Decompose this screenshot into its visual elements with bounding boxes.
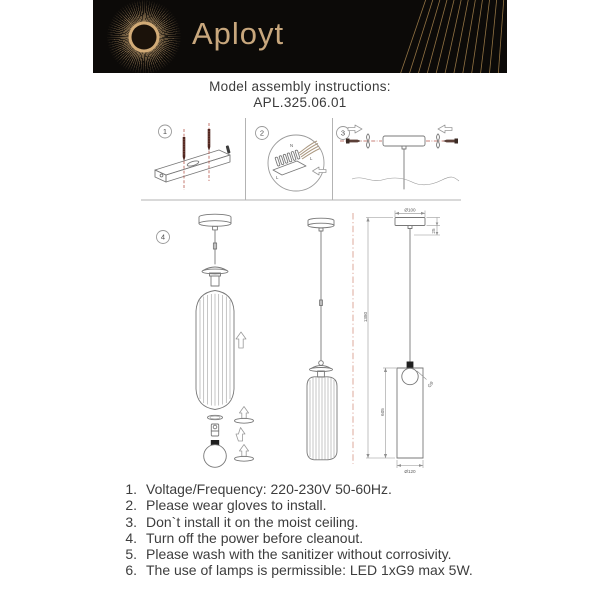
item-number: 4. xyxy=(125,529,137,546)
item-number: 6. xyxy=(125,562,137,579)
item-number: 5. xyxy=(125,546,137,563)
exploded-view xyxy=(196,214,254,467)
step-number: 2 xyxy=(259,128,265,138)
assembly-steps-strip xyxy=(140,117,462,201)
push-arrow-icon xyxy=(348,125,362,133)
mounting-bracket xyxy=(155,145,231,182)
item-text: The use of lamps is permissible: LED 1xG9 max 5W. xyxy=(146,562,473,579)
brand-banner xyxy=(93,0,507,73)
item-text: Turn off the power before cleanout. xyxy=(146,529,364,546)
step2-diagram xyxy=(256,127,327,192)
item-text: Voltage/Frequency: 220-230V 50-60Hz. xyxy=(146,481,392,497)
step-number: 1 xyxy=(162,127,168,137)
wire-label-neutral: N xyxy=(290,143,294,148)
list-item xyxy=(119,497,549,513)
step-number: 4 xyxy=(160,232,166,242)
ribbed-glass-shade xyxy=(196,291,234,410)
canopy-stem xyxy=(213,226,218,230)
wire-label-live: L xyxy=(276,175,279,180)
sheet-title: Model assembly instructions: xyxy=(209,79,391,94)
ceiling-canopy xyxy=(199,214,231,223)
lamp-socket xyxy=(211,276,219,286)
item-number: 2. xyxy=(125,497,137,514)
side-screw xyxy=(340,134,382,148)
step1-diagram xyxy=(155,123,231,190)
ceiling-cut-line xyxy=(352,177,459,185)
sunburst-core xyxy=(132,25,157,50)
twist-up-fitting xyxy=(235,445,254,462)
dim-canopy-height: 25 xyxy=(431,228,436,234)
headline-block xyxy=(0,79,600,111)
dim-overall-height: 1380 xyxy=(362,311,368,323)
glass-sphere xyxy=(402,368,418,384)
screw xyxy=(183,129,186,190)
list-item xyxy=(119,481,549,497)
dim-lamp-socket: G9 xyxy=(426,380,435,389)
item-number: 3. xyxy=(125,513,137,530)
up-arrow-icon xyxy=(236,428,245,442)
insert-arrow-icon xyxy=(313,167,327,175)
dim-shade-diameter: Ø120 xyxy=(404,469,416,475)
assembled-view xyxy=(307,218,337,460)
rays-decoration-icon xyxy=(381,0,507,73)
instruction-list xyxy=(119,481,549,579)
list-item xyxy=(119,546,549,562)
dim-shade-height: 605 xyxy=(380,408,386,416)
step-number: 3 xyxy=(340,128,346,138)
push-arrow-icon xyxy=(438,125,452,133)
step3-diagram xyxy=(337,125,460,189)
item-number: 1. xyxy=(125,481,137,497)
screw xyxy=(208,123,211,181)
ceiling-canopy xyxy=(395,218,425,226)
model-number: APL.325.06.01 xyxy=(253,95,347,110)
rod-joint xyxy=(319,361,324,366)
item-text: Please wear gloves to install. xyxy=(146,497,327,514)
ceiling-canopy xyxy=(383,136,425,146)
up-arrow-icon xyxy=(236,332,246,348)
list-item xyxy=(119,514,549,530)
ceiling-canopy xyxy=(308,218,334,225)
brand-name: Aployt xyxy=(192,16,285,51)
g9-bulb-base xyxy=(407,362,414,368)
g9-bulb xyxy=(204,440,227,467)
ribbed-glass-shade xyxy=(307,377,337,460)
dim-canopy-diameter: Ø100 xyxy=(404,207,416,213)
bulb-holder xyxy=(211,424,218,436)
item-text: Don`t install it on the moist ceiling. xyxy=(146,513,359,530)
list-item xyxy=(119,530,549,546)
item-text: Please wash with the sanitizer without corrosivity. xyxy=(146,546,452,563)
twist-up-fitting xyxy=(235,407,254,424)
step4-assembly-drawing xyxy=(140,205,462,475)
list-item xyxy=(119,562,549,578)
mounting-pin xyxy=(226,145,231,154)
retaining-ring xyxy=(208,415,223,419)
side-screw xyxy=(426,134,458,148)
wire-label-live: L xyxy=(310,156,313,161)
dimensioned-view xyxy=(363,207,440,474)
sunburst-logo-icon xyxy=(107,0,181,73)
